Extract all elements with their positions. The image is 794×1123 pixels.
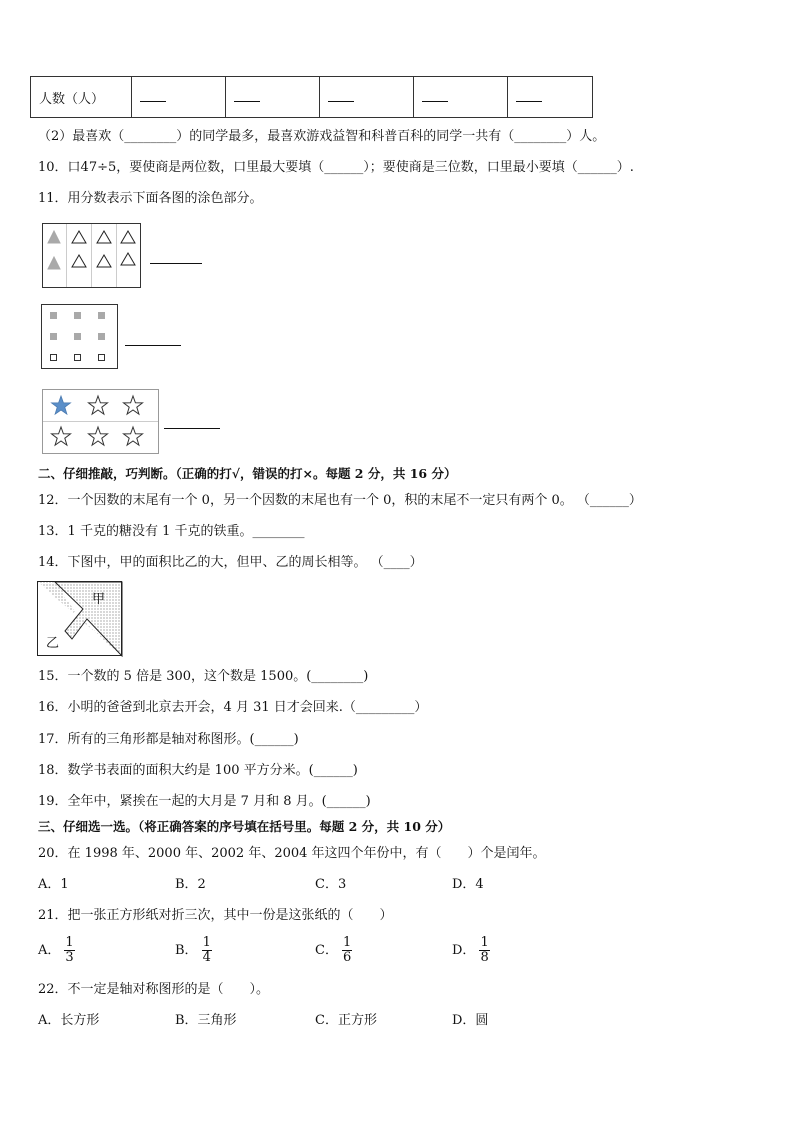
label-jia: 甲	[92, 592, 106, 607]
question-12: 12．一个因数的末尾有一个 0，另一个因数的末尾也有一个 0，积的末尾不一定只有两个 0。 （______）	[38, 493, 642, 508]
shaded-square-icon	[98, 312, 105, 319]
section-3-heading: 三、仔细选一选。（将正确答案的序号填在括号里。每题 2 分，共 10 分）	[38, 819, 451, 834]
section-2-heading: 二、仔细推敲，巧判断。（正确的打√，错误的打×。每题 2 分，共 16 分）	[38, 466, 457, 481]
shaded-square-icon	[98, 333, 105, 340]
q21-option-b[interactable]	[175, 936, 212, 965]
denominator: 4	[202, 950, 211, 965]
label-yi: 乙	[46, 636, 60, 651]
table-cell	[226, 77, 320, 118]
answer-blank[interactable]	[140, 89, 166, 102]
question-21: 21．把一张正方形纸对折三次，其中一份是这张纸的（ ）	[38, 908, 393, 923]
area-perimeter-figure	[37, 581, 123, 657]
q21-option-d[interactable]	[452, 936, 490, 965]
denominator: 6	[342, 950, 352, 965]
answer-blank[interactable]	[125, 345, 181, 346]
table-cell	[132, 77, 226, 118]
table-row	[31, 77, 593, 118]
q22-option-c[interactable]: C．正方形	[315, 1013, 377, 1028]
question-9-2: （2）最喜欢（________）的同学最多，最喜欢游戏益智和科普百科的同学一共有（________）人。	[38, 129, 606, 144]
q21-option-a[interactable]	[38, 936, 75, 965]
answer-blank[interactable]	[328, 89, 354, 102]
numerator: 1	[480, 935, 489, 950]
fraction	[202, 936, 212, 965]
question-16: 16．小明的爸爸到北京去开会，4 月 31 日才会回来.（_________）	[38, 700, 428, 715]
numerator: 1	[342, 935, 352, 950]
numerator: 1	[202, 935, 211, 950]
q22-option-a[interactable]: A．长方形	[38, 1013, 100, 1028]
question-19: 19．全年中，紧挨在一起的大月是 7 月和 8 月。(______)	[38, 794, 371, 809]
table-cell	[320, 77, 414, 118]
answer-blank[interactable]	[422, 89, 448, 102]
square-grid-figure	[41, 304, 119, 370]
star-grid-figure	[42, 389, 160, 455]
option-label: C．	[315, 942, 338, 958]
question-22: 22．不一定是轴对称图形的是（ ）。	[38, 982, 270, 997]
table-row-label: 人数（人）	[31, 77, 132, 118]
shaded-square-icon	[50, 333, 57, 340]
question-10: 10．口47÷5，要使商是两位数，口里最大要填（______）；要使商是三位数，口里最小要填（______）.	[38, 160, 634, 175]
question-14: 14．下图中，甲的面积比乙的大，但甲、乙的周长相等。 （____）	[38, 555, 423, 570]
answer-blank[interactable]	[234, 89, 260, 102]
q20-option-d[interactable]: D．4	[452, 877, 484, 892]
shaded-square-icon	[74, 333, 81, 340]
q22-option-d[interactable]: D．圆	[452, 1013, 489, 1028]
q20-option-b[interactable]: B．2	[175, 877, 206, 892]
q20-option-c[interactable]: C．3	[315, 877, 347, 892]
option-label: A．	[38, 942, 61, 958]
q20-option-a[interactable]: A．1	[38, 877, 69, 892]
answer-blank[interactable]	[516, 89, 542, 102]
question-18: 18．数学书表面的面积大约是 100 平方分米。(______)	[38, 763, 358, 778]
question-11: 11．用分数表示下面各图的涂色部分。	[38, 191, 263, 206]
numerator: 1	[65, 935, 74, 950]
table-cell	[414, 77, 508, 118]
q22-option-b[interactable]: B．三角形	[175, 1013, 237, 1028]
fraction	[342, 936, 352, 965]
answer-blank[interactable]	[164, 428, 220, 429]
question-20: 20．在 1998 年、2000 年、2002 年、2004 年这四个年份中，有（ ）个是闰年。	[38, 846, 546, 861]
question-15: 15．一个数的 5 倍是 300，这个数是 1500。(________)	[38, 669, 369, 684]
option-label: B．	[175, 942, 198, 958]
question-17: 17．所有的三角形都是轴对称图形。(______)	[38, 732, 299, 747]
shaded-square-icon	[50, 312, 57, 319]
people-count-table	[30, 76, 593, 118]
question-13: 13．1 千克的糖没有 1 千克的铁重。________	[38, 524, 305, 539]
option-label: D．	[452, 942, 476, 958]
answer-blank[interactable]	[150, 263, 202, 264]
triangle-grid-figure	[42, 223, 142, 289]
table-cell	[508, 77, 593, 118]
fraction	[64, 936, 74, 965]
q21-option-c[interactable]	[315, 936, 352, 965]
fraction	[479, 936, 489, 965]
shaded-square-icon	[74, 312, 81, 319]
denominator: 3	[65, 950, 74, 965]
denominator: 8	[480, 950, 489, 965]
